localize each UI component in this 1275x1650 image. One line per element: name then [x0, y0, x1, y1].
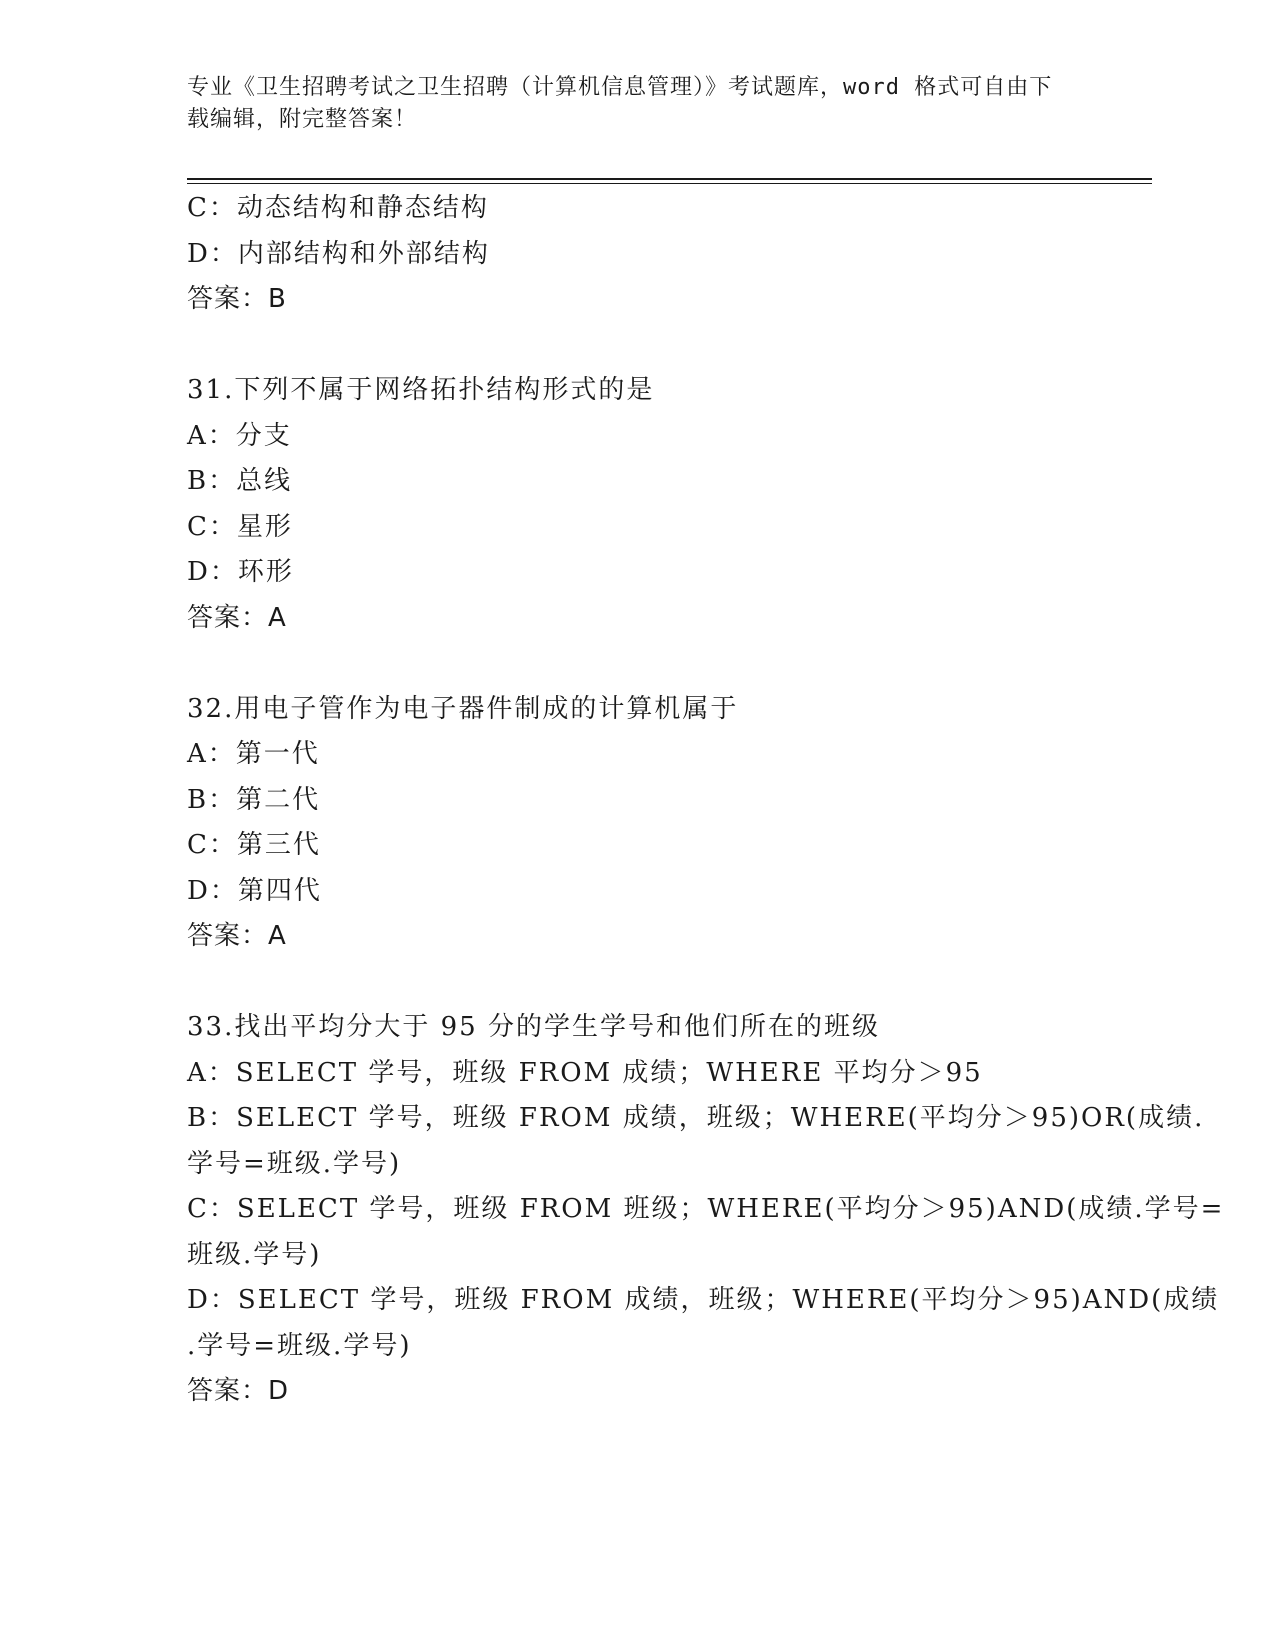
question-31-option-b: B：总线: [187, 466, 293, 496]
question-32-option-b: B：第二代: [187, 784, 321, 815]
spacer: [187, 323, 1087, 369]
document-header: 专业《卫生招聘考试之卫生招聘（计算机信息管理）》考试题库，word 格式可自由下载编辑，附完整答案！: [187, 75, 1053, 132]
header-divider-thick: [187, 178, 1152, 180]
question-32-option-a: A：第一代: [187, 739, 320, 769]
question-31-option-c: C：星形: [187, 511, 293, 542]
question-31: 31.下列不属于网络拓扑结构形式的是: [187, 375, 655, 405]
question-33-option-b-line2: 学号=班级.学号): [187, 1148, 402, 1179]
option-d: D：内部结构和外部结构: [187, 238, 490, 269]
question-33-option-c-line2: 班级.学号): [187, 1239, 322, 1270]
question-33-option-d-line1: D：SELECT 学号，班级 FROM 成绩，班级；WHERE(平均分＞95)AND(成绩: [187, 1285, 1220, 1315]
question-33-option-b-line1: B：SELECT 学号，班级 FROM 成绩，班级；WHERE(平均分＞95)OR(成绩.: [187, 1103, 1205, 1133]
question-31-option-d: D：环形: [187, 557, 294, 587]
question-32-option-d: D：第四代: [187, 875, 322, 906]
option-c: C：动态结构和静态结构: [187, 193, 489, 223]
spacer: [187, 960, 1087, 1006]
header-divider-thin: [187, 183, 1152, 184]
question-33-option-c-line1: C：SELECT 学号，班级 FROM 班级；WHERE(平均分＞95)AND(成绩.学号=: [187, 1194, 1225, 1224]
question-31-answer: 答案：A: [187, 602, 287, 633]
question-33-option-d-line2: .学号=班级.学号): [187, 1330, 412, 1361]
question-content: [187, 186, 1225, 1415]
answer: 答案：B: [187, 284, 287, 314]
question-33-option-a: A：SELECT 学号，班级 FROM 成绩；WHERE 平均分＞95: [187, 1057, 983, 1088]
question-33: 33.找出平均分大于 95 分的学生学号和他们所在的班级: [187, 1012, 880, 1042]
question-31-option-a: A：分支: [187, 420, 292, 451]
question-32: 32.用电子管作为电子器件制成的计算机属于: [187, 693, 739, 724]
spacer: [187, 641, 1087, 687]
question-33-answer: 答案：D: [187, 1376, 290, 1406]
question-32-option-c: C：第三代: [187, 830, 321, 860]
question-32-answer: 答案：A: [187, 921, 287, 951]
